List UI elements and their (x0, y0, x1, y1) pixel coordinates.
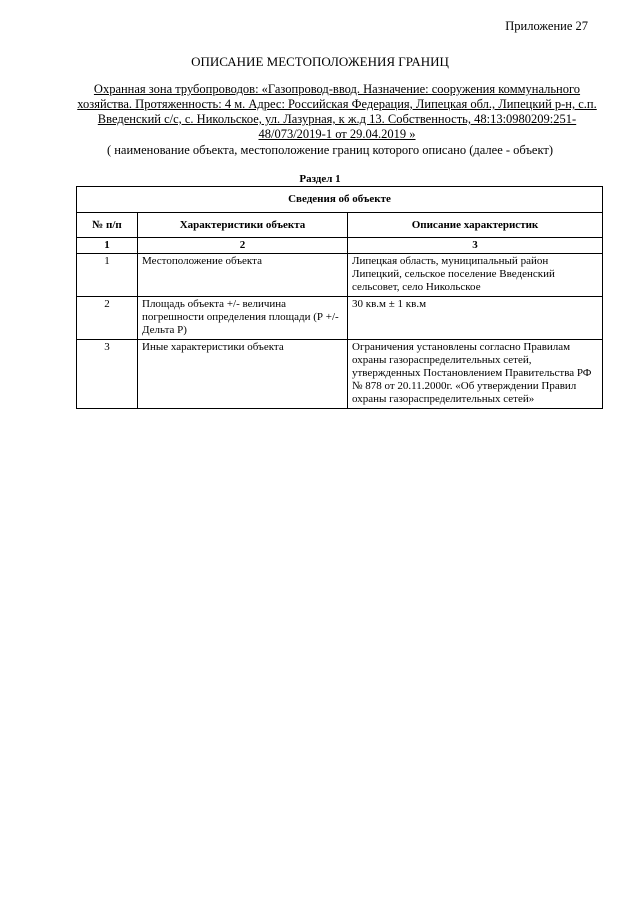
table-row (77, 297, 603, 340)
table-caption: Сведения об объекте (77, 187, 603, 213)
section-label: Раздел 1 (299, 173, 341, 185)
row-characteristic: Иные характеристики объекта (138, 340, 348, 409)
row-characteristic: Площадь объекта +/- величина погрешности определения площади (Р +/- Дельта Р) (138, 297, 348, 340)
column-number-1: 1 (77, 238, 138, 254)
table-row (77, 254, 603, 297)
row-characteristic: Местоположение объекта (138, 254, 348, 297)
column-header-description: Описание характеристик (348, 213, 603, 238)
column-header-number: № п/п (77, 213, 138, 238)
row-description: 30 кв.м ± 1 кв.м (348, 297, 603, 340)
row-description: Липецкая область, муниципальный район Липецкий, сельское поселение Введенский сельсовет, село Никольское (348, 254, 603, 297)
appendix-label: Приложение 27 (505, 19, 588, 33)
column-number-3: 3 (348, 238, 603, 254)
object-name: Охранная зона трубопроводов: «Газопровод-ввод. Назначение: сооружения коммунального хозяйства. Протяженность: 4 м. Адрес: Российская Федерация, Липецкая обл., Липецкий р-н, с.п. Введенский с/с, с. Никольское, ул. Лазурная, к ж.д 13. Собственность, 48:13:0980209:251-48/073/2019-1 от 29.04.2019 » (77, 82, 597, 141)
table-row (77, 340, 603, 409)
column-number-2: 2 (138, 238, 348, 254)
row-number: 2 (77, 297, 138, 340)
row-number: 3 (77, 340, 138, 409)
row-description: Ограничения установлены согласно Правилам охраны газораспределительных сетей, утвержденных Постановлением Правительства РФ № 878 от 20.11.2000г. «Об утверждении Правил охраны газораспределительных сетей» (348, 340, 603, 409)
object-info-table (76, 186, 603, 409)
document-title: ОПИСАНИЕ МЕСТОПОЛОЖЕНИЯ ГРАНИЦ (191, 54, 449, 69)
row-number: 1 (77, 254, 138, 297)
column-header-characteristic: Характеристики объекта (138, 213, 348, 238)
object-caption: ( наименование объекта, местоположение границ которого описано (далее - объект) (106, 143, 554, 157)
